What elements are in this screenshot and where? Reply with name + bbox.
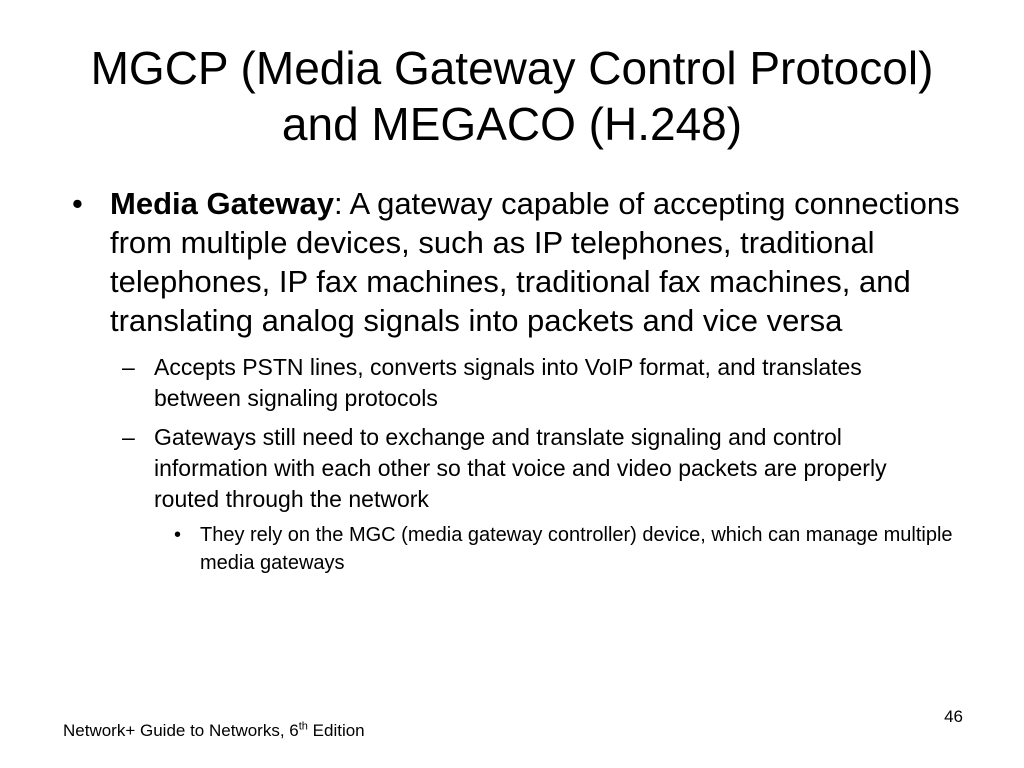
sub-sub-bullet-mgc [174,521,980,577]
sub-bullet-text: Accepts PSTN lines, converts signals into VoIP format, and translates between signaling protocols [154,354,862,411]
sub-bullet-signaling [122,422,953,577]
slide-footer [63,720,365,742]
small-bullet-icon: • [174,524,182,546]
sub-sub-bullet-text: They rely on the MGC (media gateway controller) device, which can manage multiple media gateways [200,524,953,574]
dash-icon: – [122,354,135,380]
term-media-gateway: Media Gateway [110,186,334,221]
bullet-icon: • [72,186,83,221]
sub-bullet-pstn [122,352,934,414]
footer-prefix: Network+ Guide to Networks, 6 [63,721,299,740]
sub-sub-bullet-list [154,521,953,577]
sub-bullet-text: Gateways still need to exchange and translate signaling and control information with each other so that voice and video packets are properly routed through the network [154,424,887,512]
sub-bullet-list [110,352,970,577]
footer-suffix: Edition [307,721,365,740]
bullet-list [0,184,1024,585]
bullet-media-gateway [72,184,970,577]
page-number: 46 [944,707,963,726]
footer-superscript: th [298,720,308,733]
slide-title: MGCP (Media Gateway Control Protocol) and MEGACO (H.248) [90,42,934,150]
dash-icon: – [122,424,135,450]
bullet-text: : A gateway capable of accepting connections from multiple devices, such as IP telephones, traditional telephones, IP fax machines, traditional fax machines, and translating analog signals into packets and vice versa [110,186,960,338]
